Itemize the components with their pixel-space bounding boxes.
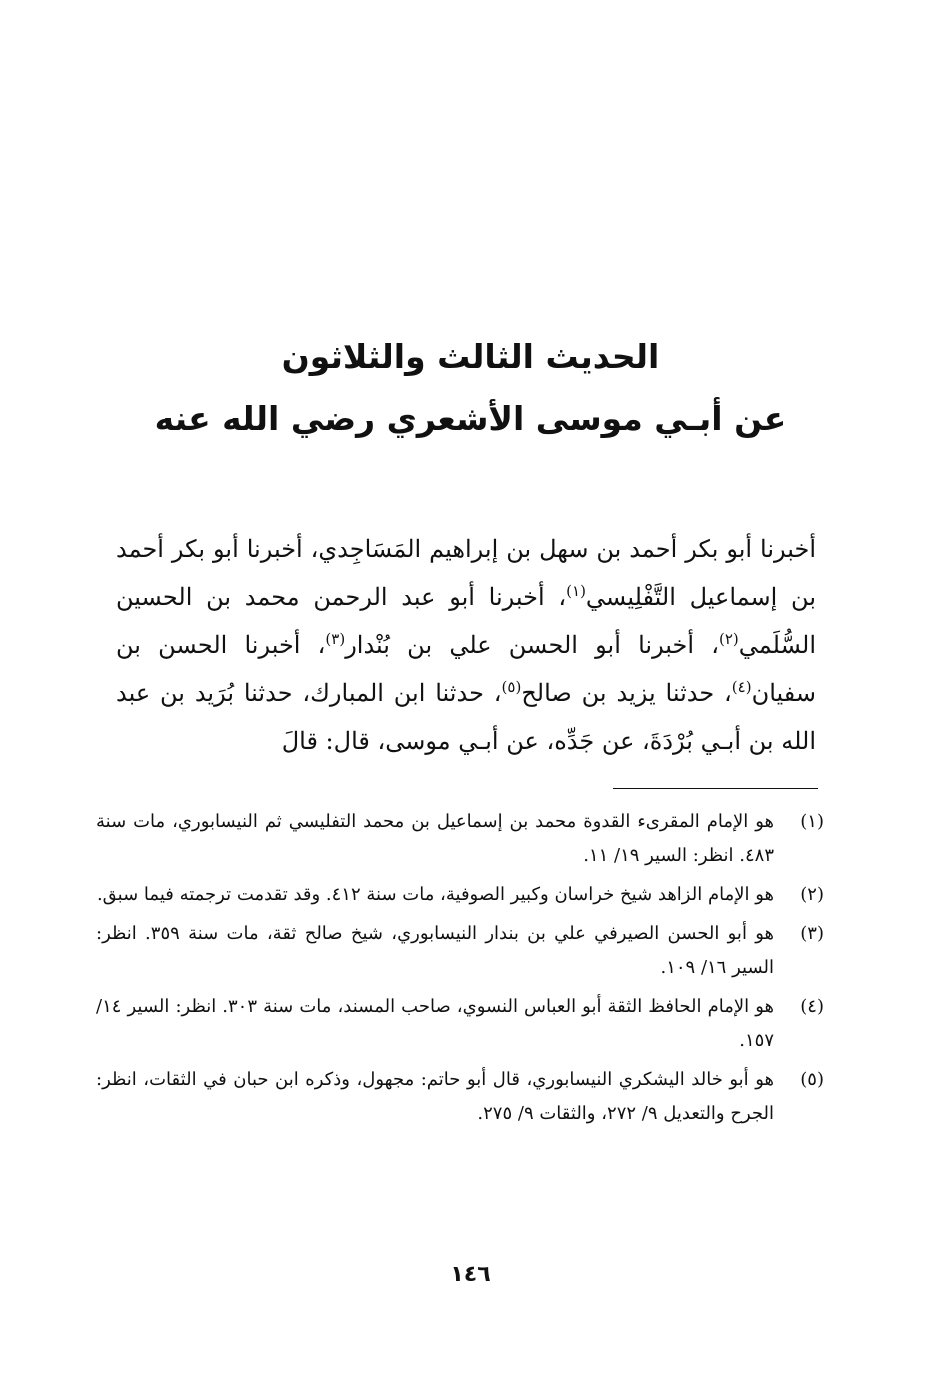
footnote-3 <box>96 917 824 985</box>
footnote-number: (٥) <box>800 1069 824 1090</box>
isnad-part-6: ، حدثنا ابن المبارك، حدثنا بُرَيد بن عبد الله بن أبـي بُرْدَةَ، عن جَدِّه، عن أبـي موسى، قال: قالَ <box>116 679 816 755</box>
footnote-ref-4: (٤) <box>731 678 752 696</box>
footnote-divider <box>613 788 818 789</box>
footnote-ref-1: (١) <box>566 582 586 600</box>
footnote-ref-2: (٢) <box>719 630 739 648</box>
isnad-paragraph <box>116 525 816 765</box>
footnote-5 <box>96 1063 824 1131</box>
footnote-text: هو الإمام المقرىء القدوة محمد بن إسماعيل بن محمد التفليسي ثم النيسابوري، مات سنة ٤٨٣. انظر: السير ١٩/ ١١. <box>96 811 774 866</box>
footnote-4 <box>96 990 824 1058</box>
isnad-part-5: ، حدثنا يزيد بن صالح <box>521 679 732 707</box>
isnad-part-1: أخبرنا أبو بكر أحمد بن سهل بن إبراهيم المَسَاجِدي، أخبرنا أبو بكر أحمد بن إسماعيل التَّفْلِيسي <box>116 535 817 611</box>
footnote-text: هو الإمام الزاهد شيخ خراسان وكبير الصوفية، مات سنة ٤١٢. وقد تقدمت ترجمته فيما سبق. <box>96 884 774 905</box>
footnote-number: (٢) <box>800 884 824 905</box>
hadith-title: الحديث الثالث والثلاثون <box>281 337 660 376</box>
hadith-chain-text <box>116 525 816 765</box>
footnote-ref-3: (٣) <box>325 630 346 648</box>
isnad-part-3: ، أخبرنا أبو الحسن علي بن بُنْدار <box>345 631 719 659</box>
footnotes-section <box>96 805 824 1136</box>
footnote-number: (٤) <box>800 996 824 1017</box>
footnote-2 <box>96 878 824 912</box>
page-number: ١٤٦ <box>450 1262 491 1287</box>
isnad-part-4: ، أخبرنا الحسن بن سفيان <box>116 631 817 707</box>
footnote-number: (١) <box>800 811 824 832</box>
footnote-ref-5: (٥) <box>501 678 522 696</box>
footnote-1 <box>96 805 824 873</box>
footnote-text: هو الإمام الحافظ الثقة أبو العباس النسوي، صاحب المسند، مات سنة ٣٠٣. انظر: السير ١٤/ ١٥٧. <box>96 996 774 1051</box>
hadith-heading <box>0 326 941 450</box>
footnote-text: هو أبو الحسن الصيرفي علي بن بندار النيسابوري، شيخ صالح ثقة، مات سنة ٣٥٩. انظر: السير ١٦/ ١٠٩. <box>96 923 775 978</box>
hadith-subtitle: عن أبـي موسى الأشعري رضي الله عنه <box>154 399 787 438</box>
footnote-text: هو أبو خالد اليشكري النيسابوري، قال أبو حاتم: مجهول، وذكره ابن حبان في الثقات، انظر: الجرح والتعديل ٩/ ٢٧٢، والثقات ٩/ ٢٧٥. <box>96 1069 774 1124</box>
isnad-part-2: ، أخبرنا أبو عبد الرحمن محمد بن الحسين السُّلَمي <box>116 583 816 659</box>
footnote-number: (٣) <box>800 923 824 944</box>
